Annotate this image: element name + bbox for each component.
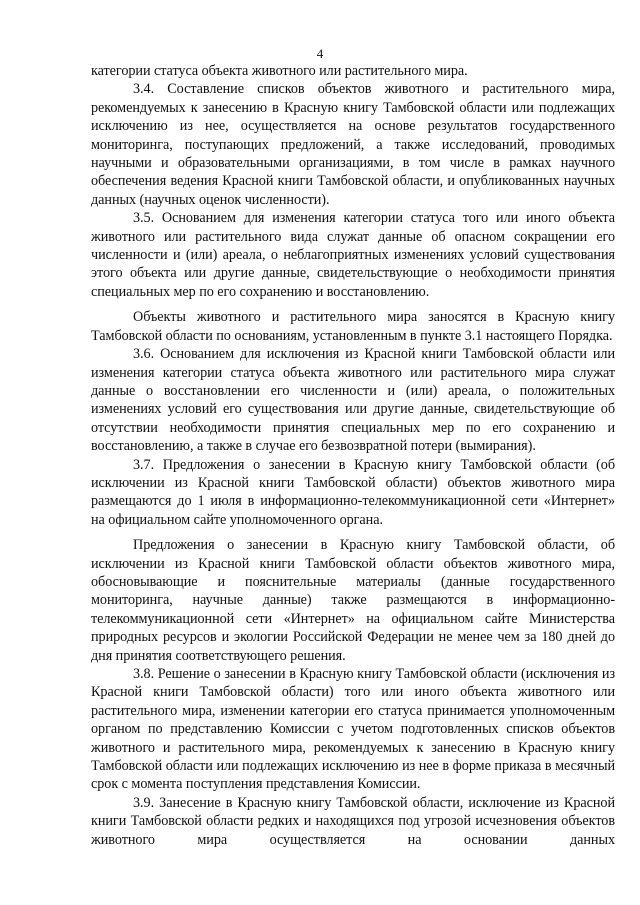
paragraph-3-4: 3.4. Составление списков объектов животного и растительного мира, рекомендуемых к занесению в Красную книгу Тамбовской области или подлежащих исключению из нее, осуществляется на основе результатов государственного мониторинга, поступающих предложений, а также исследований, проводимых научными и образовательными организациями, в том числе в рамках научного обеспечения ведения Красной книги Тамбовской области, и опубликованных научных данных (научных оценок численности).: [91, 81, 615, 208]
paragraph-3-5: 3.5. Основанием для изменения категории статуса того или иного объекта животного или растительного вида служат данные об опасном сокращении его численности и (или) ареала, о неблагоприятных изменениях условий существования этого объекта или другие данные, свидетельствующие о необходимости принятия специальных мер по его сохранению и восстановлению.: [91, 210, 615, 300]
paragraph-3-9: 3.9. Занесение в Красную книгу Тамбовской области, исключение из Красной книги Тамбовской области редких и находящихся под угрозой исчезновения объектов животного мира осуществляется на основании данных: [91, 794, 615, 848]
paragraph-3-7-note: Предложения о занесении в Красную книгу Тамбовской области, об исключении из Красной книги Тамбовской области объектов животного мира, обосновывающие и пояснительные материалы (данные государственного мониторинга, научные данные) также размещаются в информационно-телекоммуникационной сети «Интернет» на официальном сайте Министерства природных ресурсов и экологии Российской Федерации не менее чем за 180 дней до дня принятия соответствующего решения.: [91, 537, 615, 664]
page-number: 4: [316, 46, 324, 61]
paragraph-3-7: 3.7. Предложения о занесении в Красную книгу Тамбовской области (об исключении из Красной книги Тамбовской области) объектов животного мира размещаются до 1 июля в информационно-телекоммуникационной сети «Интернет» на официальном сайте уполномоченного органа.: [91, 456, 615, 528]
paragraph-3-8: 3.8. Решение о занесении в Красную книгу Тамбовской области (исключения из Красной книги Тамбовской области) того или иного объекта животного или растительного мира, изменении категории его статуса принимается уполномоченным органом по представлению Комиссии с учетом подготовленных списков объектов животного и растительного мира, рекомендуемых к занесению в Красную книгу Тамбовской области или подлежащих исключению из нее в форме приказа в месячный срок с момента поступления представления Комиссии.: [91, 666, 615, 793]
paragraph-3-5-note: Объекты животного и растительного мира заносятся в Красную книгу Тамбовской области по основаниям, установленным в пункте 3.1 настоящего Порядка.: [91, 309, 615, 344]
paragraph-3-6: 3.6. Основанием для исключения из Красной книги Тамбовской области или изменения категории статуса объекта животного или растительного мира служат данные о восстановлении его численности и (или) ареала, о положительных изменениях условий его существования или другие данные, свидетельствующие об отсутствии необходимости принятия специальных мер по его сохранению и восстановлению, а также в случае его безвозвратной потери (вымирания).: [91, 346, 615, 455]
document-body: [91, 62, 615, 849]
paragraph-continuation: категории статуса объекта животного или растительного мира.: [91, 63, 468, 79]
